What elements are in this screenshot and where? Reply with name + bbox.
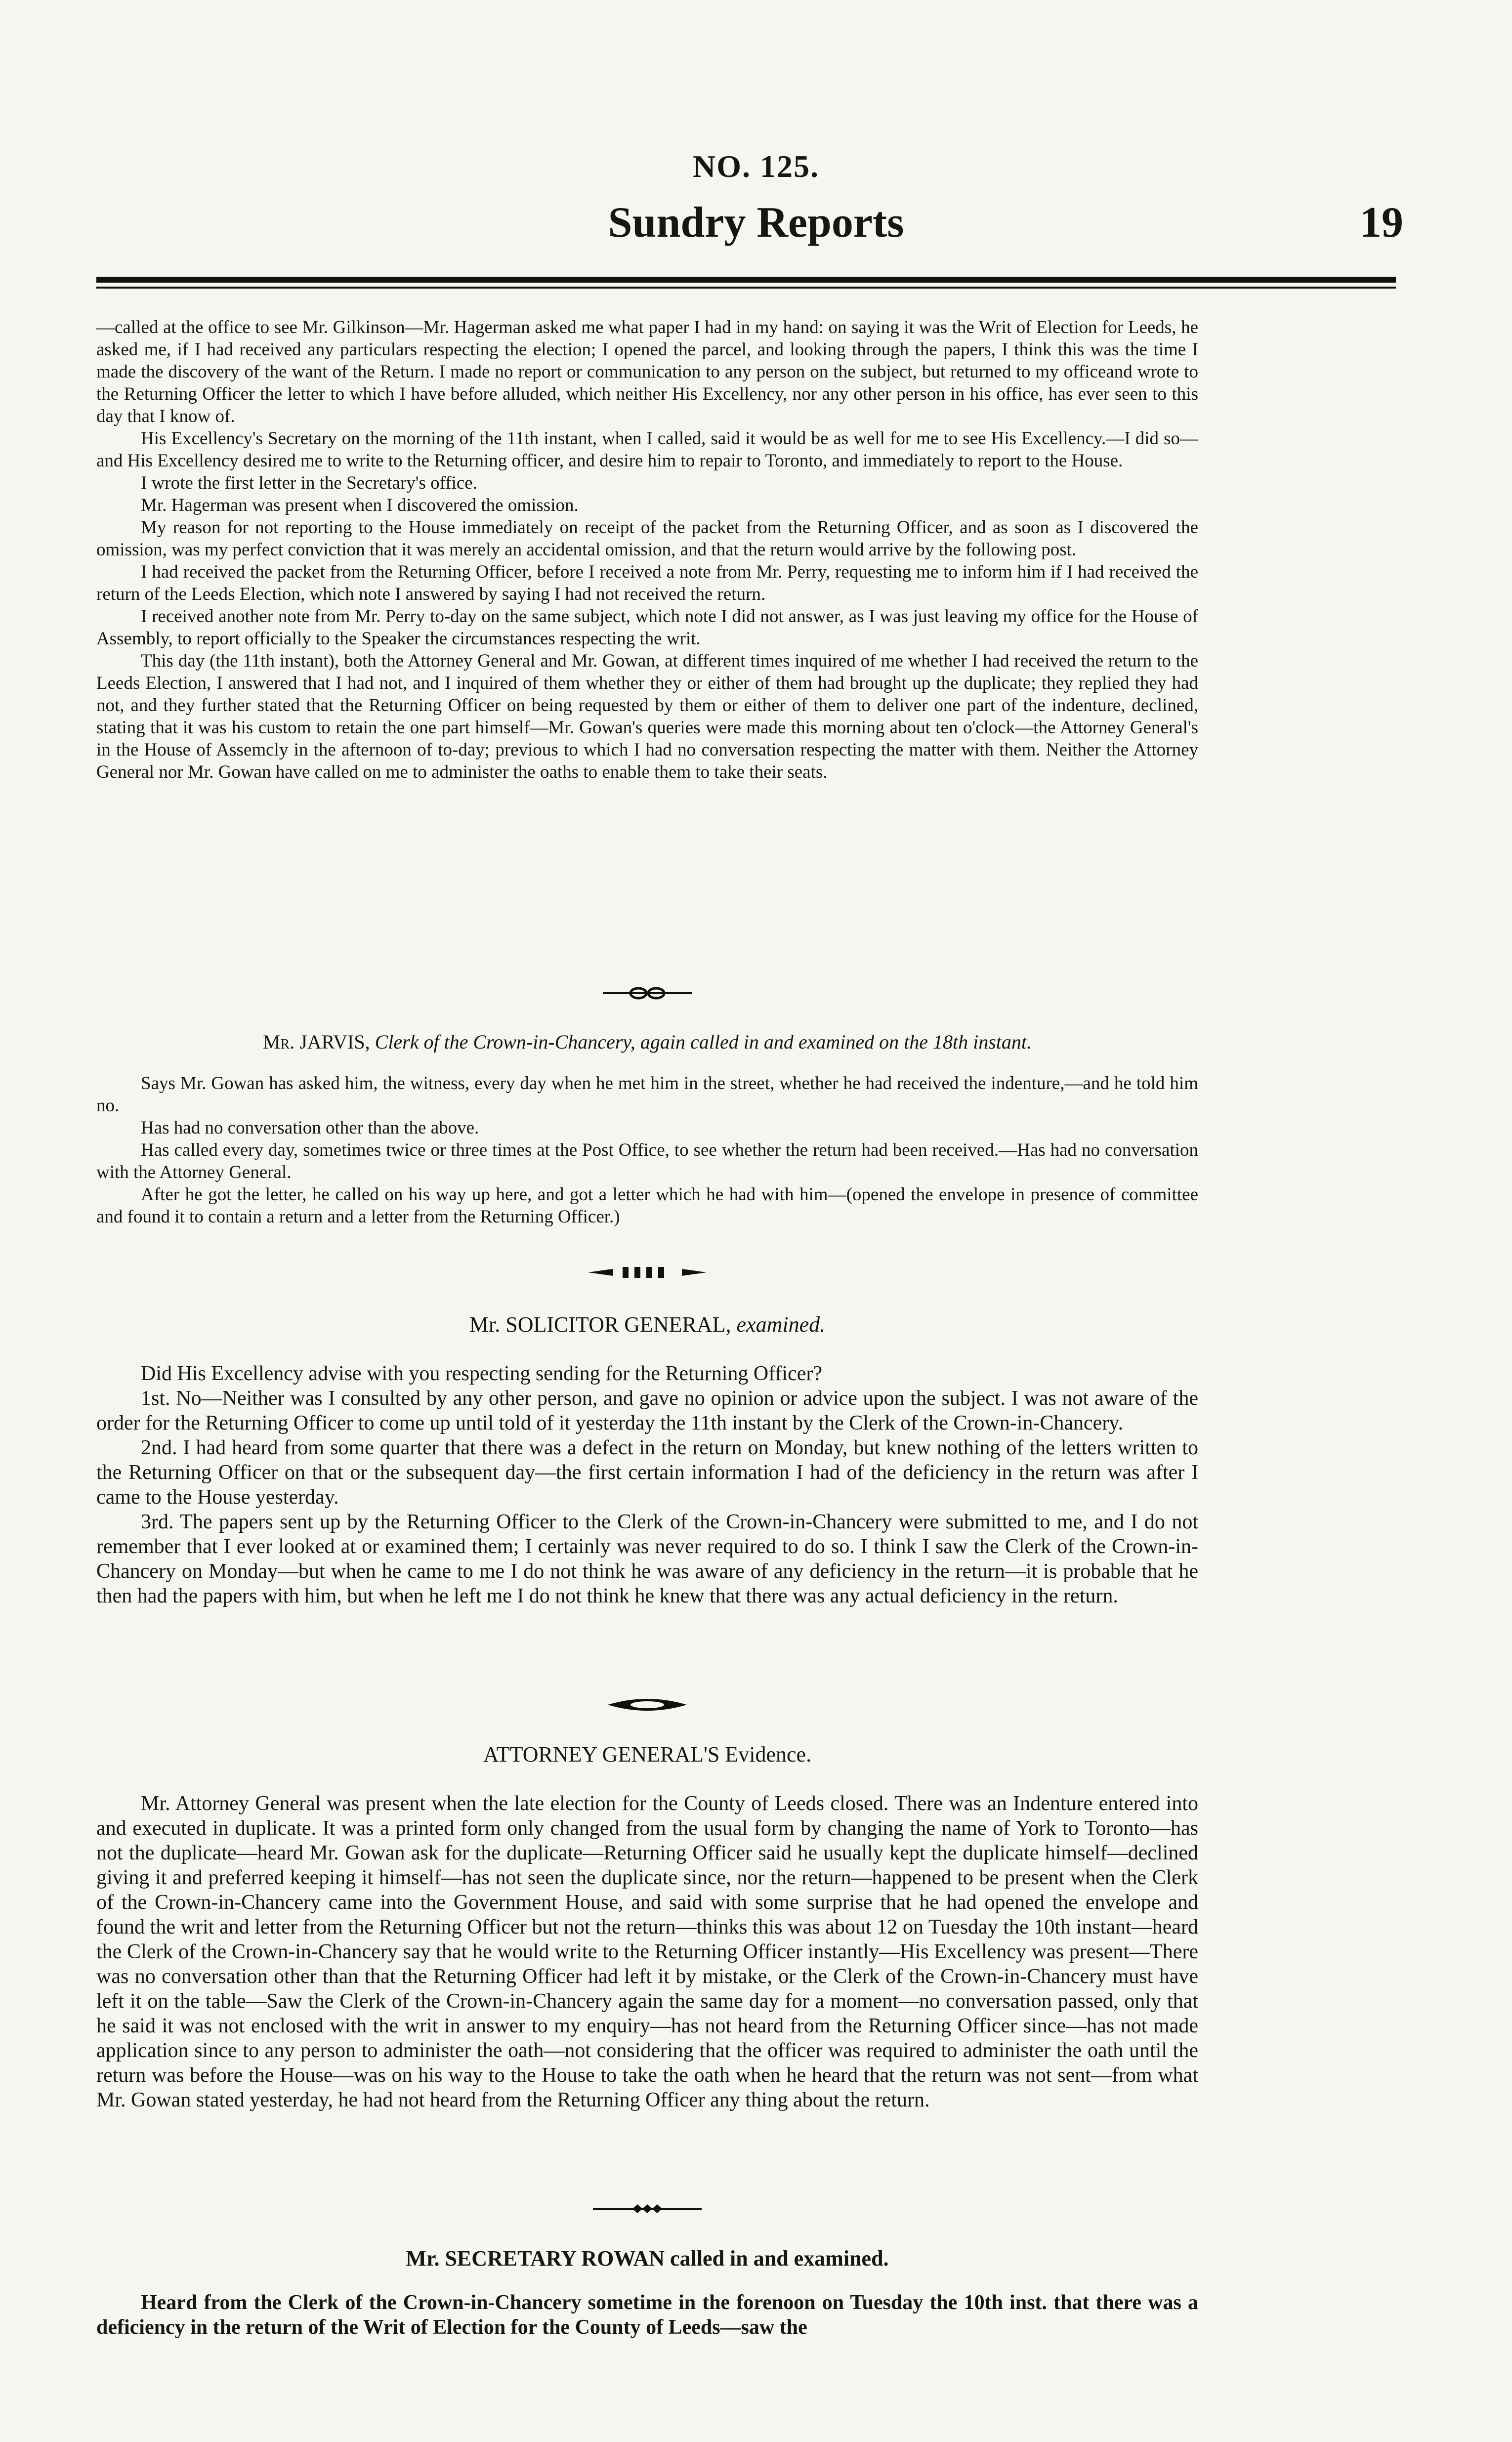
paragraph: 1st. No—Neither was I consulted by any other person, and gave no opinion or advice upon the subject. I was not aware of the order for the Returning Officer to come up until told of it yesterday the 11th instant by the Clerk of the Crown-in-Chancery. (96, 1387, 1198, 1434)
solicitor-role: examined. (736, 1312, 826, 1337)
ornament-divider-1 (588, 986, 707, 1001)
section-clerk-testimony (96, 316, 1198, 783)
paragraph: His Excellency's Secretary on the morning of the 11th instant, when I called, said it would be as well for me to see His Excellency.—I did so—and His Excellency desired me to write to the Returning officer, and desire him to repair to Toronto, and immediately to report to the House. (96, 428, 1198, 471)
paragraph: This day (the 11th instant), both the Attorney General and Mr. Gowan, at different times inquired of me whether I had received the return to the Leeds Election, I answered that I had not, and I inquired of them whether they or either of them had brought up the duplicate; they replied they had not, and they further stated that the Returning Officer on being requested by them or either of them to deliver one part of the indenture, declined, stating that it was his custom to retain the one part himself—Mr. Gowan's queries were made this morning about ten o'clock—the Attorney General's in the House of Assemcly in the afternoon of to-day; previous to which I had no conversation respecting the matter with them. Neither the Attorney General nor Mr. Gowan have called on me to administer the oaths to enable them to take their seats. (96, 651, 1198, 782)
header-rule-thin (96, 287, 1396, 289)
paragraph: —called at the office to see Mr. Gilkinson—Mr. Hagerman asked me what paper I had in my hand: on saying it was the Writ of Election for Leeds, he asked me, if I had received any particulars respecting the election; I opened the parcel, and looking through the papers, I think this was the time I made the discovery of the want of the Return. I made no report or communication to any person on the subject, but returned to my officeand wrote to the Returning Officer the letter to which I have before alluded, which neither His Excellency, nor any other person in his office, has ever seen to this day that I know of. (96, 317, 1198, 426)
solicitor-heading (96, 1312, 1198, 1337)
paragraph: I wrote the first letter in the Secretary's office. (141, 473, 477, 493)
section-attorney-testimony (96, 1791, 1198, 2112)
solicitor-name: Mr. SOLICITOR GENERAL, (469, 1312, 731, 1337)
paragraph: My reason for not reporting to the House immediately on receipt of the packet from the Returning Officer, and as soon as I discovered the omission, was my perfect conviction that it was merely an accidental omission, and that the return would arrive by the following post. (96, 517, 1198, 560)
jarvis-heading (96, 1030, 1198, 1053)
ornament-divider-2 (568, 1265, 726, 1280)
paragraph: 2nd. I had heard from some quarter that there was a defect in the return on Monday, but knew nothing of the letters written to the Returning Officer on that or the subsequent day—the first certain information I had of the deficiency in the return was after I came to the House yesterday. (96, 1436, 1198, 1509)
page-number: 19 (1360, 199, 1403, 247)
section-solicitor-testimony (96, 1361, 1198, 1608)
paragraph: Mr. Hagerman was present when I discovered the omission. (141, 495, 579, 515)
ornament-divider-4 (583, 2201, 712, 2216)
section-secretary-testimony (96, 2290, 1198, 2340)
section-jarvis-testimony (96, 1072, 1198, 1228)
header-rule-thick (96, 277, 1396, 283)
paragraph: Has called every day, sometimes twice or three times at the Post Office, to see whether the return had been received.—Has had no conversation with the Attorney General. (96, 1140, 1198, 1182)
paragraph: 3rd. The papers sent up by the Returning Officer to the Clerk of the Crown-in-Chancery were submitted to me, and I do not remember that I ever looked at or examined them; I certainly was never required to do so. I think I saw the Clerk of the Crown-in-Chancery on Monday—but when he came to me I do not think he was aware of any deficiency in the return—it is probable that he then had the papers with him, but when he left me I do not think he knew that there was any actual deficiency in the return. (96, 1511, 1198, 1607)
paragraph: I received another note from Mr. Perry to-day on the same subject, which note I did not answer, as I was just leaving my office for the House of Assembly, to report officially to the Speaker the circumstances respecting the writ. (96, 606, 1198, 649)
secretary-heading: Mr. SECRETARY ROWAN called in and examined. (406, 2246, 889, 2271)
jarvis-name: Mr. JARVIS, (262, 1031, 370, 1053)
attorney-heading: ATTORNEY GENERAL'S Evidence. (483, 1742, 812, 1767)
paragraph: Heard from the Clerk of the Crown-in-Chancery sometime in the forenoon on Tuesday the 10th inst. that there was a deficiency in the return of the Writ of Election for the County of Leeds—saw the (96, 2291, 1198, 2339)
paragraph: Has had no conversation other than the above. (141, 1118, 479, 1138)
jarvis-role: Clerk of the Crown-in-Chancery, again called in and examined on the 18th instant. (375, 1031, 1032, 1053)
document-number: NO. 125. (693, 149, 819, 184)
ornament-divider-3 (588, 1695, 707, 1715)
paragraph: Did His Excellency advise with you respecting sending for the Returning Officer? (141, 1362, 823, 1385)
paragraph: After he got the letter, he called on his way up here, and got a letter which he had with him—(opened the envelope in presence of committee and found it to contain a return and a letter from the Returning Officer.) (96, 1184, 1198, 1227)
paragraph: I had received the packet from the Returning Officer, before I received a note from Mr. Perry, requesting me to inform him if I had received the return of the Leeds Election, which note I answered by saying I had not received the return. (96, 562, 1198, 604)
page-title: Sundry Reports (608, 199, 904, 247)
paragraph: Mr. Attorney General was present when the late election for the County of Leeds closed. There was an Indenture entered into and executed in duplicate. It was a printed form only changed from the usual form by changing the name of York to Toronto—has not the duplicate—heard Mr. Gowan ask for the duplicate—Returning Officer said he usually kept the duplicate himself—declined giving it and preferred keeping it himself—has not seen the duplicate since, nor the return—happened to be present when the Clerk of the Crown-in-Chancery came into the Government House, and said with some surprise that he had opened the envelope and found the writ and letter from the Returning Officer but not the return—thinks this was about 12 on Tuesday the 10th instant—heard the Clerk of the Crown-in-Chancery say that he would write to the Returning Officer instantly—His Excellency was present—There was no conversation other than that the Returning Officer had left it by mistake, or the Clerk of the Crown-in-Chancery must have left it on the table—Saw the Clerk of the Crown-in-Chancery again the same day for a moment—no conversation passed, only that he said it was not enclosed with the writ in answer to my enquiry—has not heard from the Returning Officer since—has not made application since to any person to administer the oath—not considering that the officer was required to administer the oath until the return was before the House—was on his way to the House to take the oath when he heard that the return was not sent—from what Mr. Gowan stated yesterday, he had not heard from the Returning Officer any thing about the return. (96, 1792, 1198, 2111)
paragraph: Says Mr. Gowan has asked him, the witness, every day when he met him in the street, whether he had received the indenture,—and he told him no. (96, 1073, 1198, 1116)
